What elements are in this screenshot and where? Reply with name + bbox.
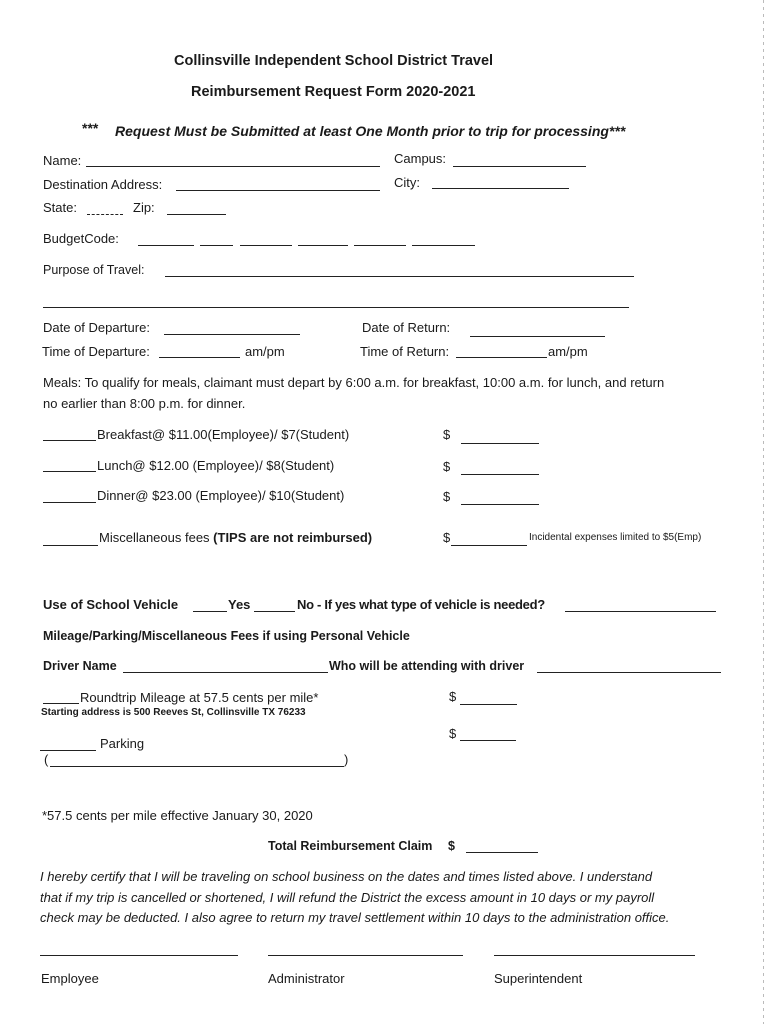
date-departure-label: Date of Departure: bbox=[43, 320, 150, 335]
date-departure-field[interactable] bbox=[164, 334, 300, 335]
state-field[interactable] bbox=[87, 214, 123, 215]
employee-signature-field[interactable] bbox=[40, 955, 238, 956]
starting-address-note: Starting address is 500 Reeves St, Collinsville TX 76233 bbox=[41, 707, 306, 718]
lunch-currency: $ bbox=[443, 459, 451, 474]
misc-currency: $ bbox=[443, 530, 451, 545]
superintendent-signature-label: Superintendent bbox=[494, 971, 583, 986]
incidental-note: Incidental expenses limited to $5(Emp) bbox=[529, 532, 702, 543]
time-return-label: Time of Return: bbox=[360, 344, 450, 359]
attendees-field[interactable] bbox=[537, 672, 721, 673]
form-title-line2: Reimbursement Request Form 2020-2021 bbox=[191, 84, 476, 100]
city-field[interactable] bbox=[432, 188, 569, 189]
school-vehicle-blank[interactable] bbox=[193, 611, 227, 612]
school-vehicle-yes: Yes bbox=[228, 597, 251, 612]
roundtrip-miles-field[interactable] bbox=[43, 703, 79, 704]
state-label: State: bbox=[43, 200, 77, 215]
attendees-label: Who will be attending with driver bbox=[329, 659, 525, 673]
breakfast-currency: $ bbox=[443, 427, 451, 442]
lunch-check-field[interactable] bbox=[43, 471, 96, 472]
campus-label: Campus: bbox=[394, 151, 447, 166]
driver-name-field[interactable] bbox=[123, 672, 328, 673]
misc-tips-note: (TIPS are not reimbursed) bbox=[213, 530, 373, 545]
budget-code-seg5[interactable] bbox=[354, 245, 406, 246]
administrator-signature-field[interactable] bbox=[268, 955, 463, 956]
time-departure-label: Time of Departure: bbox=[42, 344, 150, 359]
certification-line2: that if my trip is cancelled or shortened, I will refund the District the excess amount in 10 days or my payroll bbox=[40, 890, 655, 905]
school-vehicle-no-question: No - If yes what type of vehicle is needed? bbox=[297, 597, 545, 612]
purpose-field-line2[interactable] bbox=[43, 307, 629, 308]
budget-code-seg1[interactable] bbox=[138, 245, 194, 246]
misc-label-text: Miscellaneous fees bbox=[99, 530, 214, 545]
time-departure-ampm: am/pm bbox=[245, 344, 285, 359]
parking-details-field[interactable] bbox=[50, 766, 344, 767]
administrator-signature-label: Administrator bbox=[268, 971, 345, 986]
dinner-label: Dinner@ $23.00 (Employee)/ $10(Student) bbox=[97, 488, 345, 503]
meals-note-line1: Meals: To qualify for meals, claimant must depart by 6:00 a.m. for breakfast, 10:00 a.m. for lunch, and return bbox=[43, 375, 665, 390]
lunch-label: Lunch@ $12.00 (Employee)/ $8(Student) bbox=[97, 458, 335, 473]
time-return-field[interactable] bbox=[456, 357, 547, 358]
total-claim-label: Total Reimbursement Claim bbox=[268, 839, 433, 853]
budget-code-seg4[interactable] bbox=[298, 245, 348, 246]
parking-paren-open: ( bbox=[44, 752, 49, 767]
destination-label: Destination Address: bbox=[43, 177, 163, 192]
roundtrip-amount-field[interactable] bbox=[460, 704, 517, 705]
mileage-header: Mileage/Parking/Miscellaneous Fees if using Personal Vehicle bbox=[43, 629, 410, 643]
name-label: Name: bbox=[43, 153, 82, 168]
dinner-currency: $ bbox=[443, 489, 451, 504]
breakfast-amount-field[interactable] bbox=[461, 443, 539, 444]
total-claim-currency: $ bbox=[448, 839, 455, 853]
vehicle-type-field[interactable] bbox=[565, 611, 716, 612]
date-return-label: Date of Return: bbox=[362, 320, 451, 335]
parking-label: Parking bbox=[100, 736, 145, 751]
page-edge bbox=[763, 0, 764, 1024]
parking-paren-close: ) bbox=[344, 752, 349, 767]
school-vehicle-yes-field[interactable] bbox=[254, 611, 295, 612]
parking-currency: $ bbox=[449, 726, 457, 741]
roundtrip-currency: $ bbox=[449, 689, 457, 704]
city-label: City: bbox=[394, 175, 420, 190]
purpose-field[interactable] bbox=[165, 276, 634, 277]
misc-label bbox=[99, 530, 372, 545]
parking-amount-field[interactable] bbox=[460, 740, 516, 741]
name-field[interactable] bbox=[86, 166, 380, 167]
meals-note-line2: no earlier than 8:00 p.m. for dinner. bbox=[43, 396, 246, 411]
certification-line1: I hereby certify that I will be traveling on school business on the dates and times listed above. I understand bbox=[40, 869, 653, 884]
zip-label: Zip: bbox=[133, 200, 155, 215]
notice-stars: *** bbox=[82, 120, 99, 136]
time-departure-field[interactable] bbox=[159, 357, 240, 358]
breakfast-check-field[interactable] bbox=[43, 440, 96, 441]
budget-code-seg2[interactable] bbox=[200, 245, 233, 246]
employee-signature-label: Employee bbox=[41, 971, 99, 986]
parking-check-field[interactable] bbox=[40, 750, 96, 751]
purpose-label: Purpose of Travel: bbox=[43, 263, 145, 277]
dinner-check-field[interactable] bbox=[43, 502, 96, 503]
campus-field[interactable] bbox=[453, 166, 586, 167]
misc-amount-field[interactable] bbox=[451, 545, 527, 546]
budget-code-seg3[interactable] bbox=[240, 245, 292, 246]
budget-code-label: BudgetCode: bbox=[43, 231, 119, 246]
zip-field[interactable] bbox=[167, 214, 226, 215]
date-return-field[interactable] bbox=[470, 336, 605, 337]
destination-field[interactable] bbox=[176, 190, 380, 191]
school-vehicle-label: Use of School Vehicle bbox=[43, 597, 179, 612]
certification-line3: check may be deducted. I also agree to return my travel settlement within 10 days to the administration office. bbox=[40, 910, 670, 925]
dinner-amount-field[interactable] bbox=[461, 504, 539, 505]
breakfast-label: Breakfast@ $11.00(Employee)/ $7(Student) bbox=[97, 427, 350, 442]
time-return-ampm: am/pm bbox=[548, 344, 588, 359]
misc-check-field[interactable] bbox=[43, 545, 98, 546]
mileage-effective-note: *57.5 cents per mile effective January 30, 2020 bbox=[42, 808, 313, 823]
driver-name-label: Driver Name bbox=[43, 659, 117, 673]
submission-notice: Request Must be Submitted at least One Month prior to trip for processing*** bbox=[115, 123, 626, 139]
roundtrip-label: Roundtrip Mileage at 57.5 cents per mile* bbox=[80, 690, 319, 705]
budget-code-seg6[interactable] bbox=[412, 245, 475, 246]
superintendent-signature-field[interactable] bbox=[494, 955, 695, 956]
form-title-line1: Collinsville Independent School District Travel bbox=[174, 53, 494, 69]
total-claim-field[interactable] bbox=[466, 852, 538, 853]
lunch-amount-field[interactable] bbox=[461, 474, 539, 475]
